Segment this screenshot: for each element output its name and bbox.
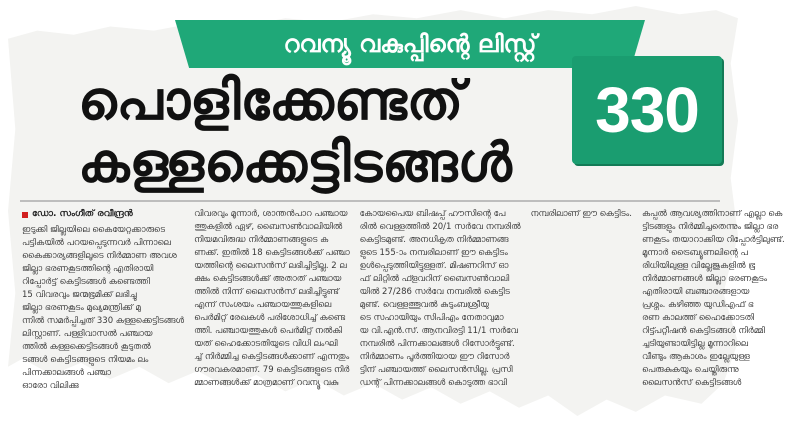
article-text-line: ലൈസൻസ് കെട്ടിടങ്ങൾ [641,378,742,388]
article-text-line: ഓരോ വിലിക്കു [22,381,79,391]
article-text-line: ക്ഷം കെട്ടിടങ്ങൾക്ക് അതാത് പഞ്ചായ [194,274,342,284]
article-text-line: ജില്ലാ ഭരണകൂടം മുഖ്യമന്ത്രിക്ക് മു [22,303,141,313]
article-text-line: യത് ഹൈക്കോടതിയുടെ വിധി ലംഘി [194,339,338,349]
column-text [531,208,632,390]
article-text-line: രിധിയിലുള്ള വില്ലേജുകളിൽ ഭൂ [641,261,756,271]
article-text-line: നിയമവിരുദ്ധ നിർമ്മാണങ്ങളുടെ ക [194,235,329,245]
banner-title: റവന്യൂ വകുപ്പിന്റെ ലിസ്റ്റ് [283,30,537,58]
article-text-line [531,234,632,247]
column-text [194,208,350,390]
article-text-line: നമ്പരിലാണ് ഈ കെട്ടിടം. [530,209,632,219]
article-text-line: ന്നിൽ സമർപ്പിച്ചത് 330 കള്ളക്കെട്ടിടങ്ങൾ [22,316,185,326]
article-text-line: ഉൾപ്പെടുത്തിയിട്ടുള്ളത്. മിഷണറിസ് ഓ [359,261,509,271]
article-text-line [531,325,632,338]
byline-author: ഡോ. സംഗീത് രവീന്ദ്രൻ [32,209,133,219]
article-text-line: നിർമ്മാണങ്ങൾ ജില്ലാ ഭരണകൂടം [641,274,768,284]
article-column-4 [531,208,632,398]
article-text-line: രിൽ വെള്ളത്തിൽ 20/1 സർവേ നമ്പരിൽ [359,222,521,232]
article-text-line: യത്തിന്റെ ലൈസൻസ് ലഭിച്ചിട്ടില്ല. 2 ല [194,261,347,271]
article-text-line [531,377,632,390]
article-text-line: പട്ടികയിൽ പറയപ്പെടുന്നവർ പിന്നാലെ [22,238,171,248]
article-text-line: എതിരായി ബഞ്ചാരങ്ങളായ [641,287,750,297]
article-text-line: ടെ സഹായിയും സിപിഎം നേതാവുമാ [359,313,504,323]
article-text-line: ടങ്ങൾ കെട്ടിടങ്ങളുടെ നിയമം ലം [22,355,149,365]
article-text-line: കൈക്കാര്യങ്ങളിലൂടെ നിർമ്മാണ അവശ [22,251,177,261]
article-text-line: യ വി.എൻ.സ്. ആനവിരട്ടി 11/1 സർവേ [359,326,518,336]
article-text-line: പ്രശ്നം. കഴിഞ്ഞ യുഡിഎഫ് ഭ [641,300,754,310]
article-text-line: ത്തി. പഞ്ചായത്തുകൾ പെർമിറ്റ് നൽകി [194,326,342,336]
article-text-line: ച്ചടിയുണ്ടായിട്ടില്ല മൂന്നാറിലെ [641,339,749,349]
headline [78,69,558,195]
byline-marker-icon [22,212,28,218]
article-text-line: എന്ന് സംശയം പഞ്ചായത്തുകളിലെ [194,300,332,310]
article-text-line: നിർമ്മാണം പൂർത്തിയായ ഈ റിസോർ [359,352,510,362]
article-text-line: കപ്പൽ ആവശ്യത്തിനാണ് എല്ലാ കെ [641,209,783,219]
article-text-line: ണകൂടം തയാറാക്കിയ റിപ്പോർട്ടിലുണ്ട്. [641,235,785,245]
article-text-line: റിപ്പോർട്ട് കെട്ടിടങ്ങൾ കണ്ടെത്തി [22,277,150,287]
article-column-2 [194,208,350,398]
article-text-line: കെട്ടിടമുണ്ട്. അനധികൃത നിർമ്മാണങ്ങ [359,235,509,245]
column-text [360,208,521,390]
article-text-line [531,364,632,377]
article-body [22,208,785,398]
article-column-3 [360,208,521,398]
article-text-line [531,338,632,351]
article-text-line [531,260,632,273]
article-text-line: രണ കാലത്ത് ഹൈക്കോടതി [641,313,755,323]
article-text-line: ട്ടിന് പഞ്ചായത്ത് ലൈസൻസില്ല. പ്രസി [359,365,513,375]
article-text-line: 15 വിവരവും ജന്മഭൂമിക്ക് ലഭിച്ചു [22,290,137,300]
article-text-line: ഫ് ലിറ്റിൽ ഫ്ളവറിന് ബൈസൺവാലി [359,274,510,284]
article-text-line: ത്തിൽ കള്ളക്കെട്ടിടങ്ങൾ കൂടുതൽ [22,342,151,352]
article-text-line [531,312,632,325]
article-text-line: പെർമിറ്റ് രേഖകൾ പരിശോധിച്ച് കണ്ടെ [194,313,346,323]
article-text-line: ത്തുകളിൽ ഏഴ്, ബൈസൺവാലിയിൽ [194,222,343,232]
article-text-line [531,273,632,286]
article-text-line: കോയപൈയ ബിഷപ്പ് ഹൗസിന്റെ പേ [359,209,506,219]
count-value: 330 [595,74,699,146]
headline-line-2: കള്ളക്കെട്ടിടങ്ങൾ [78,131,512,195]
article-text-line: ഇടുക്കി ജില്ലയിലെ കൈയേറ്റക്കാരുടെ [22,225,166,235]
article-text-line [531,221,632,234]
article-text-line: ച്ച് നിർമ്മിച്ച കെട്ടിടങ്ങൾക്കാണ് എന്നതും [194,352,350,362]
article-text-line: പിന്നക്കാലങ്ങൾ പഞ്ചാ [22,368,111,378]
article-text-line: മ്മാണങ്ങൾക്ക് മാത്രമാണ് റവന്യൂ വകു [194,378,339,388]
article-text-line: മൂന്നാർ ട്രൈബ്യൂണലിന്റെ പ [641,248,748,258]
article-text-line: വീണ്ടും ആകാശം ഇല്ലേയുള്ള [641,352,750,362]
count-badge [572,56,722,164]
article-column-5 [642,208,785,398]
article-text-line [531,247,632,260]
article-text-line [531,351,632,364]
article-text-line: മുണ്ട്. വെള്ളത്തൂവൽ കുടുംബശ്രീയു [359,300,489,310]
article-text-line: ഗൗരവകരമാണ്. 79 കെട്ടിടങ്ങളുടെ നിർ [194,365,350,375]
article-text-line: ണക്ക്. ഇതിൽ 18 കെട്ടിടങ്ങൾക്ക് പഞ്ചാ [194,248,350,258]
article-text-line: ത്തിൽ നിന്ന് ലൈസൻസ് ലഭിച്ചിട്ടുണ്ട് [194,287,339,297]
article-text-line: യിൽ 27/286 സർവേ നമ്പരിൽ കെട്ടിട [359,287,510,297]
article-text-line [531,299,632,312]
article-text-line: ളുടെ 155-ാം നമ്പരിലാണ് ഈ കെട്ടിടം [359,248,508,258]
article-text-line: നമ്പരിൽ പിന്നക്കാലങ്ങൾ റിസോർട്ടുണ്ട്. [359,339,515,349]
byline [22,208,184,221]
headline-line-1: പൊളിക്കേണ്ടത് [78,69,464,132]
article-text-line: ട്ടിടങ്ങളും നിർമ്മിച്ചതെന്നും ജില്ലാ ഭര [641,222,779,232]
column-text [22,224,184,393]
article-text-line: വിവരവും മൂന്നാർ, ശാന്തൻപാറ പഞ്ചായ [194,209,348,219]
article-text-line: ഡന്റ് പിന്നക്കാലങ്ങൾ കൊടുത്ത ഭാവി [359,378,507,388]
article-text-line: ജില്ലാ ഭരണകൂടത്തിന്റെ എതിരായി [22,264,154,274]
divider [20,200,720,202]
column-text [642,208,785,390]
article-text-line: പെരുകുകയും ചെയ്തിരുന്നു [641,365,739,375]
article-text-line [531,286,632,299]
article-text-line: ലിസ്റ്റാണ്. പള്ളിവാസൽ പഞ്ചായ [22,329,153,339]
article-column-1 [22,208,184,398]
article-text-line: റിട്ട്പറ്റീഷൻ കെട്ടിടങ്ങൾ നിർമ്മി [641,326,765,336]
